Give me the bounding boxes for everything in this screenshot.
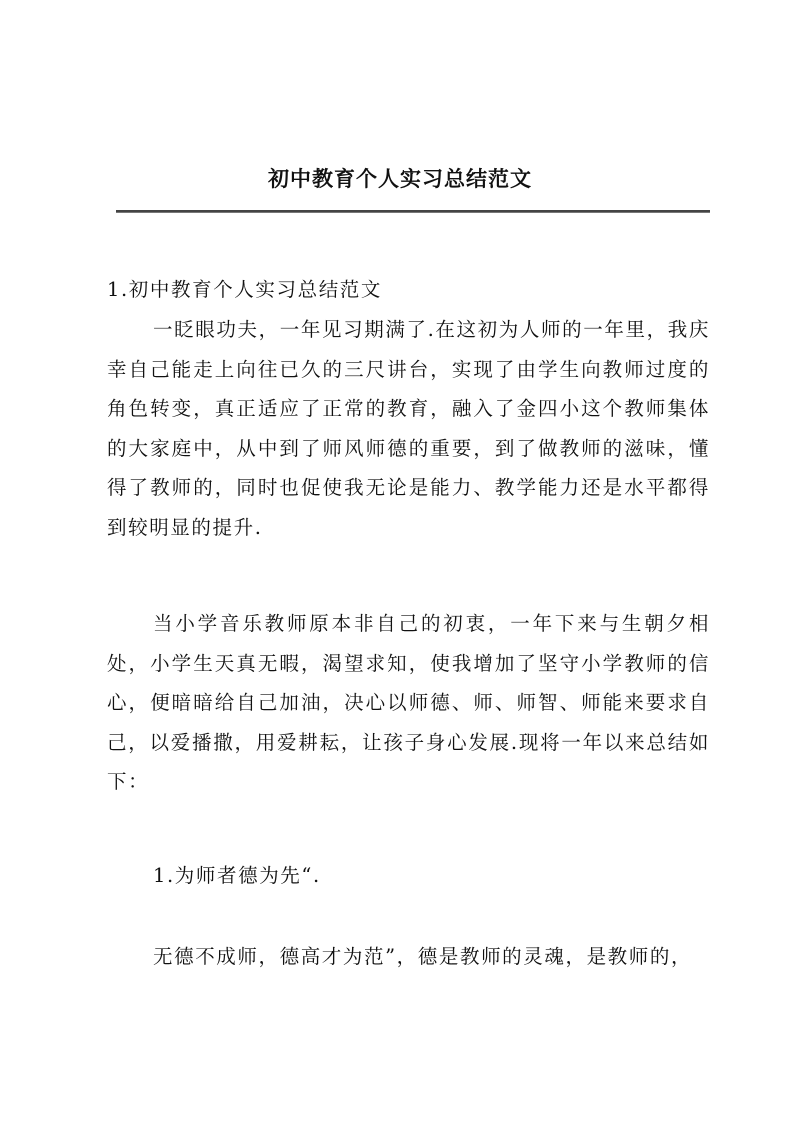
section-heading: 1.初中教育个人实习总结范文 bbox=[107, 278, 383, 301]
subheading-1: 1.为师者德为先“. bbox=[153, 864, 321, 887]
paragraph-3: 无德不成师，德高才为范”，德是教师的灵魂，是教师的， bbox=[153, 945, 693, 968]
paragraph-1: 一眨眼功夫，一年见习期满了.在这初为人师的一年里，我庆幸自己能走上向往已久的三尺讲台，实现了由学生向教师过度的角色转变，真正适应了正常的教育，融入了金四小这个教师集体的大家庭中，从中到了师风师德的重要，到了做教师的滋味，懂得了教师的，同时也促使我无论是能力、教学能力还是水平都得到较明显的提升. bbox=[107, 318, 710, 539]
paragraph-2: 当小学音乐教师原本非自己的初衷，一年下来与生朝夕相处，小学生天真无暇，渴望求知，使我增加了坚守小学教师的信心，便暗暗给自己加油，决心以师德、师、师智、师能来要求自己，以爱播撒，用爱耕耘，让孩子身心发展.现将一年以来总结如下： bbox=[107, 612, 710, 793]
document-title: 初中教育个人实习总结范文 bbox=[268, 166, 532, 191]
title-divider bbox=[116, 210, 710, 213]
